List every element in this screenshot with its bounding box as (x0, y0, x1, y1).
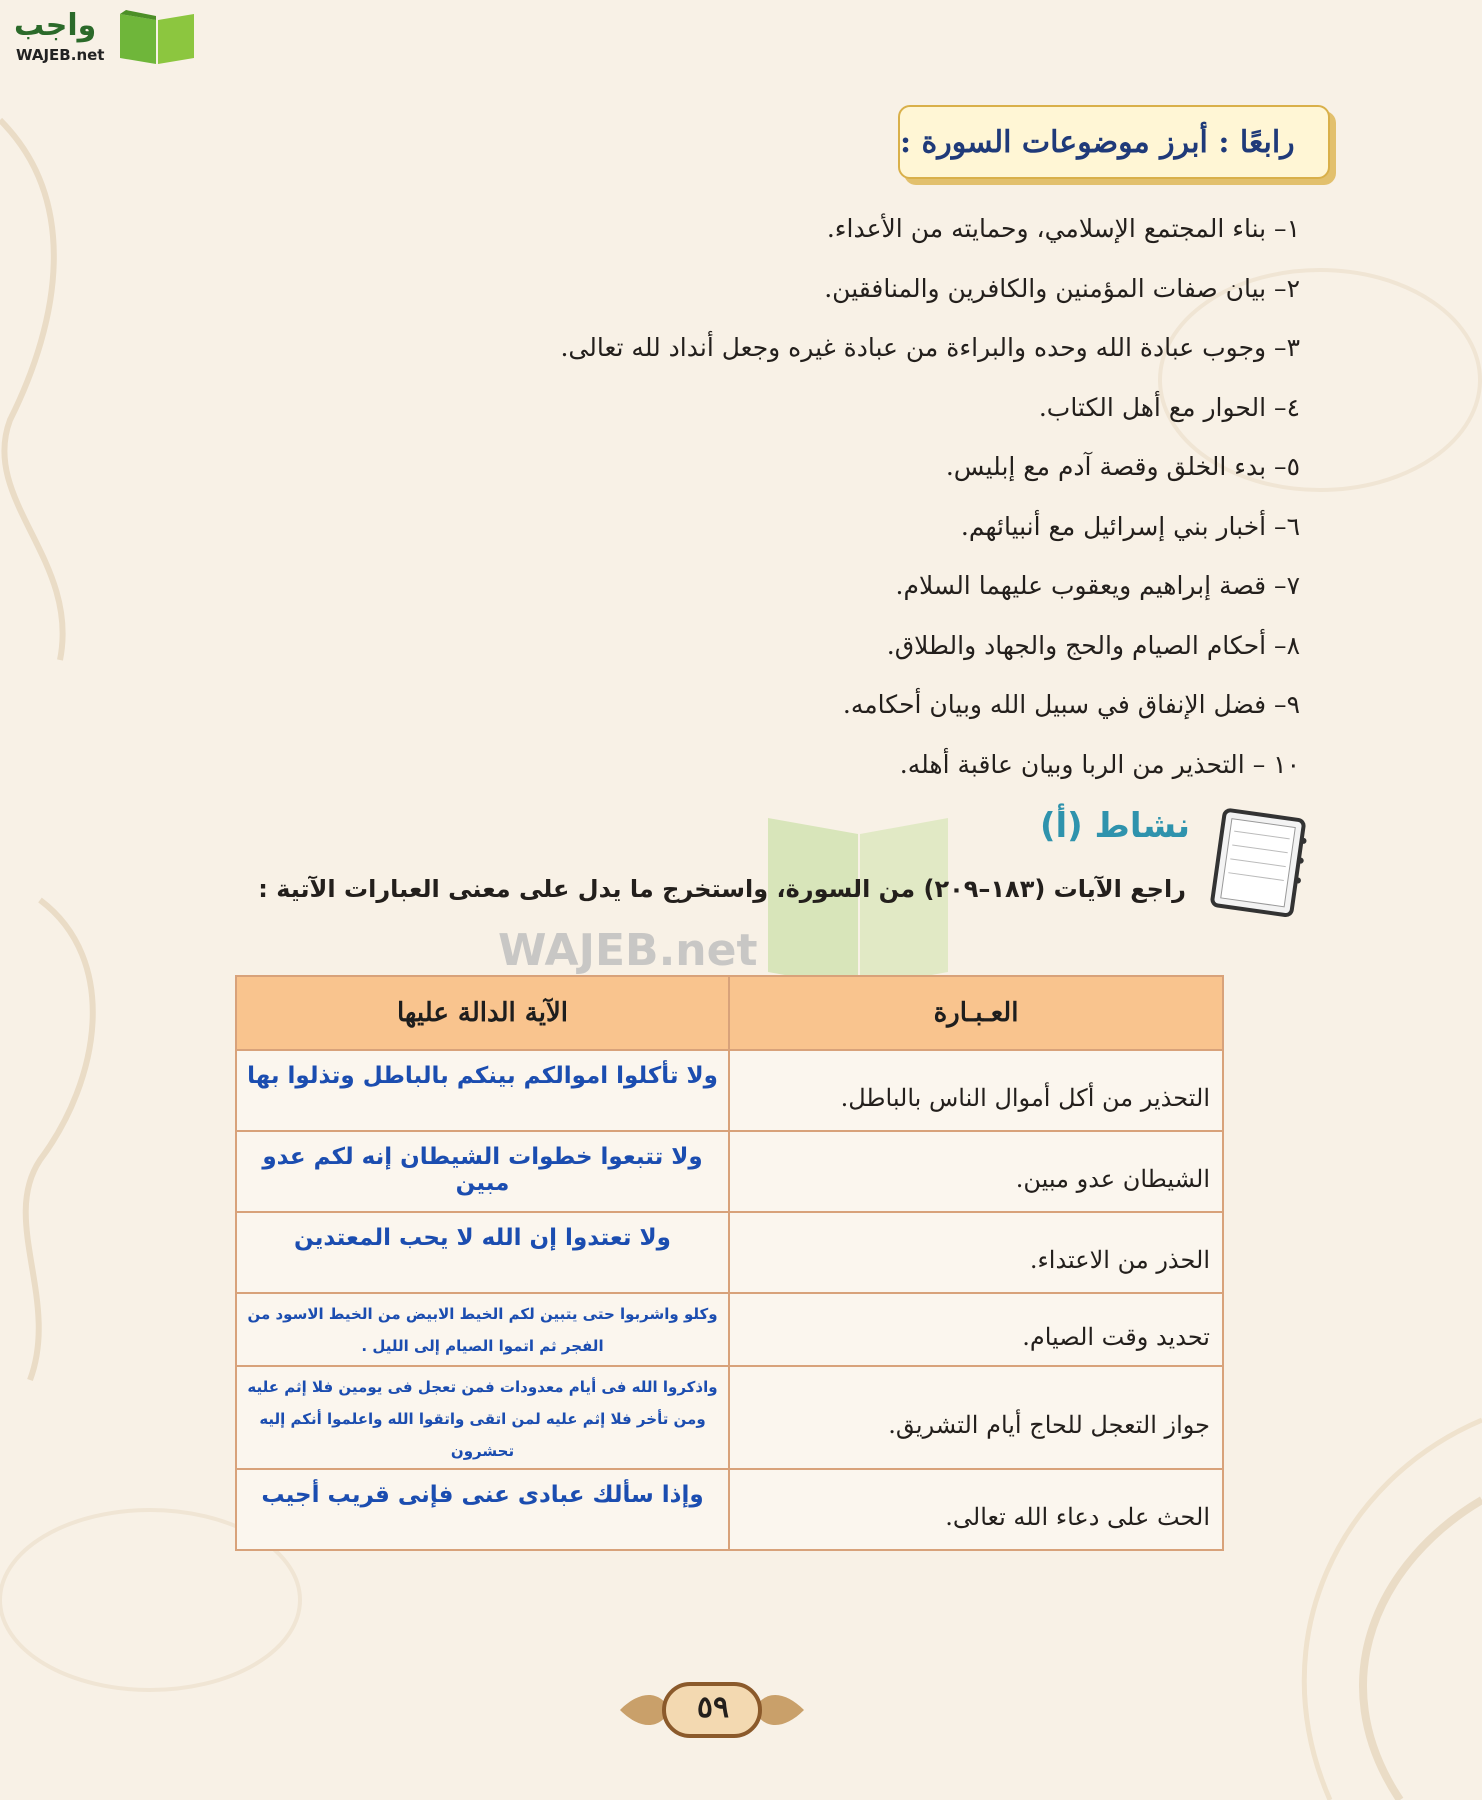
column-header-phrase: العـبـارة (729, 976, 1223, 1050)
list-item: ٦– أخبار بني إسرائيل مع أنبيائهم. (960, 511, 1300, 541)
list-item: ٤– الحوار مع أهل الكتاب. (1038, 392, 1300, 422)
list-item: ٣– وجوب عبادة الله وحده والبراءة من عبادة غيره وجعل أنداد لله تعالى. (560, 333, 1300, 362)
phrase-cell: الشيطان عدو مبين. (729, 1131, 1223, 1212)
table-row (236, 1050, 1223, 1131)
list-item: ١٠ – التحذير من الربا وبيان عاقبة أهله. (899, 749, 1300, 779)
answers-table (235, 975, 1224, 1551)
verse-answer-cell: واذكروا الله فى أيام معدودات فمن تعجل فى يومين فلا إثم عليه ومن تأخر فلا إثم عليه لمن اتقى واتقوا الله واعلموا أنكم إليه تحشرون (236, 1366, 729, 1469)
verse-answer-cell: وكلو واشربوا حتى يتبين لكم الخيط الابيض من الخيط الاسود من الفجر ثم اتموا الصيام إلى الليل . (236, 1293, 729, 1366)
list-item: ١– بناء المجتمع الإسلامي، وحمايته من الأعداء. (826, 214, 1300, 243)
logo-subtitle: WAJEB.net (16, 46, 105, 64)
column-header-verse: الآية الدالة عليها (236, 976, 729, 1050)
list-item: ٢– بيان صفات المؤمنين والكافرين والمنافقين. (824, 273, 1300, 303)
phrase-cell: الحث على دعاء الله تعالى. (729, 1469, 1223, 1550)
notebook-icon (1204, 805, 1316, 921)
phrase-cell: جواز التعجل للحاج أيام التشريق. (729, 1366, 1223, 1469)
book-icon (116, 6, 198, 66)
logo-word: واجب (14, 8, 97, 43)
table-row (236, 1131, 1223, 1212)
verse-answer-cell: وإذا سألك عبادى عنى فإنى قريب أجيب (236, 1469, 729, 1550)
table-row (236, 1366, 1223, 1469)
table-row (236, 1469, 1223, 1550)
list-item: ٧– قصة إبراهيم ويعقوب عليهما السلام. (895, 571, 1300, 600)
phrase-cell: تحديد وقت الصيام. (729, 1293, 1223, 1366)
table-header-row (236, 976, 1223, 1050)
wajeb-logo (10, 6, 200, 68)
topics-list (400, 205, 1300, 800)
table-row (236, 1212, 1223, 1293)
list-item: ٥– بدء الخلق وقصة آدم مع إبليس. (945, 452, 1300, 481)
activity-instruction: راجع الآيات (١٨٣–٢٠٩) من السورة، واستخرج ما يدل على معنى العبارات الآتية : (258, 875, 1186, 903)
activity-title: نشاط (أ) (1039, 806, 1190, 846)
verse-answer-cell: ولا تعتدوا إن الله لا يحب المعتدين (236, 1212, 729, 1293)
phrase-cell: التحذير من أكل أموال الناس بالباطل. (729, 1050, 1223, 1131)
section-heading-text: رابعًا : أبرز موضوعات السورة : (900, 124, 1295, 160)
list-item: ٩– فضل الإنفاق في سبيل الله وبيان أحكامه. (842, 690, 1300, 719)
verse-answer-cell: ولا تأكلوا اموالكم بينكم بالباطل وتذلوا بها (236, 1050, 729, 1131)
watermark-text: WAJEB.net (498, 925, 758, 976)
verse-answer-cell: ولا تتبعوا خطوات الشيطان إنه لكم عدو مبين (236, 1131, 729, 1212)
table-row (236, 1293, 1223, 1366)
phrase-cell: الحذر من الاعتداء. (729, 1212, 1223, 1293)
list-item: ٨– أحكام الصيام والحج والجهاد والطلاق. (886, 630, 1300, 660)
section-heading (898, 105, 1330, 179)
page-number: ٥٩ (696, 1690, 730, 1725)
